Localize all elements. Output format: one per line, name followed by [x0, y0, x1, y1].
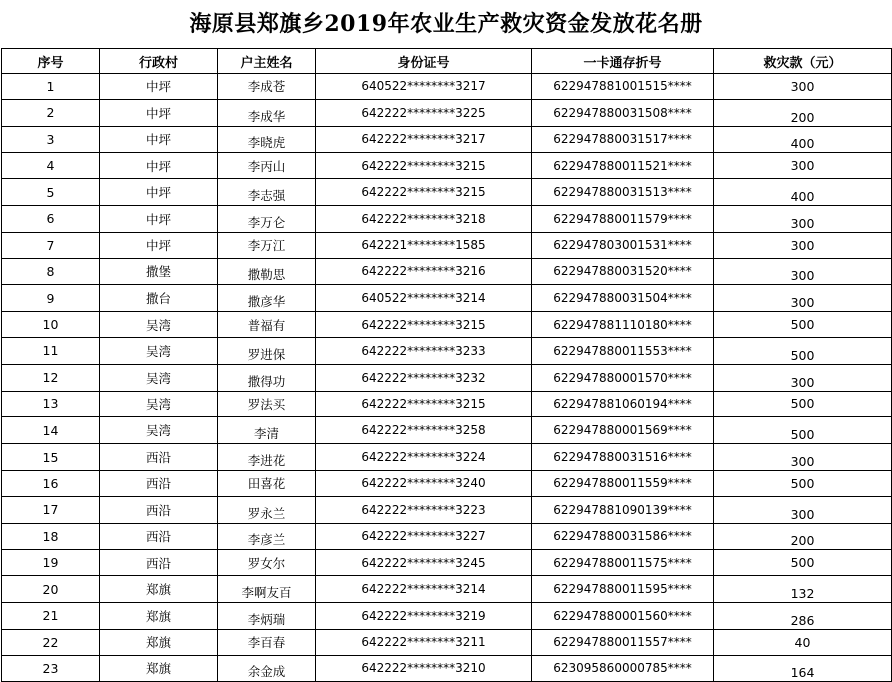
cell-village: 吴湾 — [100, 364, 218, 391]
cell-householder: 李啊友百 — [218, 576, 316, 603]
cell-amount: 500 — [714, 550, 892, 576]
cell-seq: 3 — [2, 126, 100, 153]
table-row — [2, 602, 892, 629]
cell-village: 吴湾 — [100, 337, 218, 364]
cell-amount: 500 — [714, 391, 892, 417]
cell-householder: 李成华 — [218, 99, 316, 126]
cell-village: 中坪 — [100, 232, 218, 258]
cell-card-number: 622947880031504**** — [532, 285, 714, 312]
cell-id-number: 642222********3215 — [316, 179, 532, 206]
cell-card-number: 622947880001569**** — [532, 417, 714, 444]
cell-id-number: 640522********3217 — [316, 74, 532, 100]
table-row — [2, 258, 892, 285]
cell-seq: 18 — [2, 523, 100, 550]
header-id-number: 身份证号 — [316, 49, 532, 74]
header-card-number: 一卡通存折号 — [532, 49, 714, 74]
cell-householder: 撒彦华 — [218, 285, 316, 312]
cell-amount: 500 — [714, 470, 892, 496]
cell-id-number: 642222********3214 — [316, 576, 532, 603]
cell-amount: 500 — [714, 337, 892, 364]
cell-amount: 200 — [714, 99, 892, 126]
cell-householder: 李志强 — [218, 179, 316, 206]
cell-village: 中坪 — [100, 126, 218, 153]
cell-card-number: 622947880011521**** — [532, 153, 714, 179]
table-row — [2, 232, 892, 258]
cell-seq: 6 — [2, 205, 100, 232]
cell-village: 郑旗 — [100, 629, 218, 655]
cell-id-number: 642222********3258 — [316, 417, 532, 444]
cell-amount: 300 — [714, 153, 892, 179]
cell-id-number: 642222********3216 — [316, 258, 532, 285]
cell-amount: 400 — [714, 179, 892, 206]
cell-amount: 300 — [714, 232, 892, 258]
cell-householder: 李进花 — [218, 444, 316, 471]
cell-seq: 16 — [2, 470, 100, 496]
header-seq: 序号 — [2, 49, 100, 74]
header-householder: 户主姓名 — [218, 49, 316, 74]
cell-village: 中坪 — [100, 205, 218, 232]
cell-householder: 李晓虎 — [218, 126, 316, 153]
cell-village: 吴湾 — [100, 391, 218, 417]
cell-card-number: 622947880031520**** — [532, 258, 714, 285]
table-row — [2, 74, 892, 100]
cell-householder: 撒勒思 — [218, 258, 316, 285]
cell-amount: 500 — [714, 312, 892, 338]
cell-card-number: 622947880031517**** — [532, 126, 714, 153]
cell-id-number: 642222********3215 — [316, 153, 532, 179]
cell-seq: 20 — [2, 576, 100, 603]
header-amount: 救灾款（元） — [714, 49, 892, 74]
cell-amount: 132 — [714, 576, 892, 603]
cell-seq: 9 — [2, 285, 100, 312]
cell-card-number: 622947880031586**** — [532, 523, 714, 550]
table-row — [2, 576, 892, 603]
cell-amount: 300 — [714, 444, 892, 471]
table-row — [2, 391, 892, 417]
table-row — [2, 496, 892, 523]
cell-card-number: 622947880011575**** — [532, 550, 714, 576]
table-row — [2, 629, 892, 655]
cell-seq: 7 — [2, 232, 100, 258]
cell-id-number: 642222********3233 — [316, 337, 532, 364]
table-row — [2, 470, 892, 496]
cell-card-number: 623095860000785**** — [532, 655, 714, 682]
cell-seq: 15 — [2, 444, 100, 471]
table-row — [2, 523, 892, 550]
cell-householder: 李彦兰 — [218, 523, 316, 550]
document-title: 海原县郑旗乡2019年农业生产救灾资金发放花名册 — [189, 11, 703, 37]
table-row — [2, 550, 892, 576]
cell-amount: 300 — [714, 258, 892, 285]
cell-village: 撒台 — [100, 285, 218, 312]
cell-householder: 李成苍 — [218, 74, 316, 100]
cell-seq: 19 — [2, 550, 100, 576]
cell-householder: 罗永兰 — [218, 496, 316, 523]
cell-card-number: 622947880001560**** — [532, 602, 714, 629]
cell-householder: 李万仑 — [218, 205, 316, 232]
cell-village: 西沿 — [100, 496, 218, 523]
cell-village: 中坪 — [100, 179, 218, 206]
table-row — [2, 285, 892, 312]
cell-seq: 4 — [2, 153, 100, 179]
cell-amount: 500 — [714, 417, 892, 444]
cell-card-number: 622947881060194**** — [532, 391, 714, 417]
cell-seq: 1 — [2, 74, 100, 100]
cell-card-number: 622947803001531**** — [532, 232, 714, 258]
cell-card-number: 622947881001515**** — [532, 74, 714, 100]
cell-id-number: 640522********3214 — [316, 285, 532, 312]
cell-village: 郑旗 — [100, 655, 218, 682]
table-body — [2, 74, 892, 682]
cell-householder: 撒得功 — [218, 364, 316, 391]
cell-village: 西沿 — [100, 550, 218, 576]
cell-seq: 11 — [2, 337, 100, 364]
header-row — [2, 49, 892, 74]
cell-seq: 21 — [2, 602, 100, 629]
cell-householder: 李丙山 — [218, 153, 316, 179]
cell-card-number: 622947880011557**** — [532, 629, 714, 655]
cell-id-number: 642222********3218 — [316, 205, 532, 232]
cell-seq: 23 — [2, 655, 100, 682]
cell-householder: 普福有 — [218, 312, 316, 338]
cell-seq: 10 — [2, 312, 100, 338]
cell-seq: 14 — [2, 417, 100, 444]
cell-id-number: 642222********3227 — [316, 523, 532, 550]
table-row — [2, 205, 892, 232]
cell-village: 郑旗 — [100, 576, 218, 603]
cell-id-number: 642222********3224 — [316, 444, 532, 471]
cell-card-number: 622947881090139**** — [532, 496, 714, 523]
cell-village: 郑旗 — [100, 602, 218, 629]
cell-householder: 李百春 — [218, 629, 316, 655]
cell-id-number: 642222********3215 — [316, 391, 532, 417]
cell-id-number: 642222********3225 — [316, 99, 532, 126]
table-row — [2, 417, 892, 444]
cell-id-number: 642222********3240 — [316, 470, 532, 496]
cell-amount: 164 — [714, 655, 892, 682]
cell-card-number: 622947880011579**** — [532, 205, 714, 232]
table-row — [2, 153, 892, 179]
cell-amount: 300 — [714, 364, 892, 391]
cell-village: 吴湾 — [100, 417, 218, 444]
cell-householder: 罗女尔 — [218, 550, 316, 576]
cell-card-number: 622947880031508**** — [532, 99, 714, 126]
cell-seq: 12 — [2, 364, 100, 391]
cell-seq: 2 — [2, 99, 100, 126]
cell-seq: 8 — [2, 258, 100, 285]
cell-id-number: 642221********1585 — [316, 232, 532, 258]
cell-village: 西沿 — [100, 444, 218, 471]
cell-id-number: 642222********3217 — [316, 126, 532, 153]
cell-seq: 17 — [2, 496, 100, 523]
cell-card-number: 622947880011553**** — [532, 337, 714, 364]
cell-id-number: 642222********3219 — [316, 602, 532, 629]
cell-householder: 罗法买 — [218, 391, 316, 417]
cell-card-number: 622947880031516**** — [532, 444, 714, 471]
table-row — [2, 364, 892, 391]
relief-fund-table — [1, 48, 892, 682]
table-row — [2, 337, 892, 364]
table-row — [2, 99, 892, 126]
cell-village: 中坪 — [100, 99, 218, 126]
cell-card-number: 622947880001570**** — [532, 364, 714, 391]
cell-card-number: 622947881110180**** — [532, 312, 714, 338]
cell-village: 中坪 — [100, 153, 218, 179]
cell-amount: 200 — [714, 523, 892, 550]
cell-id-number: 642222********3232 — [316, 364, 532, 391]
cell-householder: 李清 — [218, 417, 316, 444]
cell-seq: 22 — [2, 629, 100, 655]
cell-id-number: 642222********3245 — [316, 550, 532, 576]
cell-householder: 李炳瑞 — [218, 602, 316, 629]
cell-village: 吴湾 — [100, 312, 218, 338]
cell-card-number: 622947880031513**** — [532, 179, 714, 206]
cell-id-number: 642222********3210 — [316, 655, 532, 682]
cell-amount: 300 — [714, 285, 892, 312]
cell-village: 撒堡 — [100, 258, 218, 285]
cell-seq: 13 — [2, 391, 100, 417]
table-row — [2, 655, 892, 682]
table-row — [2, 312, 892, 338]
cell-card-number: 622947880011595**** — [532, 576, 714, 603]
table-row — [2, 179, 892, 206]
cell-amount: 400 — [714, 126, 892, 153]
cell-id-number: 642222********3211 — [316, 629, 532, 655]
cell-householder: 罗进保 — [218, 337, 316, 364]
cell-village: 中坪 — [100, 74, 218, 100]
cell-card-number: 622947880011559**** — [532, 470, 714, 496]
cell-householder: 田喜花 — [218, 470, 316, 496]
cell-amount: 286 — [714, 602, 892, 629]
cell-householder: 李万江 — [218, 232, 316, 258]
cell-village: 西沿 — [100, 523, 218, 550]
cell-amount: 300 — [714, 205, 892, 232]
table-row — [2, 444, 892, 471]
header-village: 行政村 — [100, 49, 218, 74]
table-row — [2, 126, 892, 153]
cell-seq: 5 — [2, 179, 100, 206]
cell-id-number: 642222********3215 — [316, 312, 532, 338]
cell-amount: 40 — [714, 629, 892, 655]
cell-householder: 余金成 — [218, 655, 316, 682]
cell-amount: 300 — [714, 496, 892, 523]
cell-amount: 300 — [714, 74, 892, 100]
cell-id-number: 642222********3223 — [316, 496, 532, 523]
cell-village: 西沿 — [100, 470, 218, 496]
